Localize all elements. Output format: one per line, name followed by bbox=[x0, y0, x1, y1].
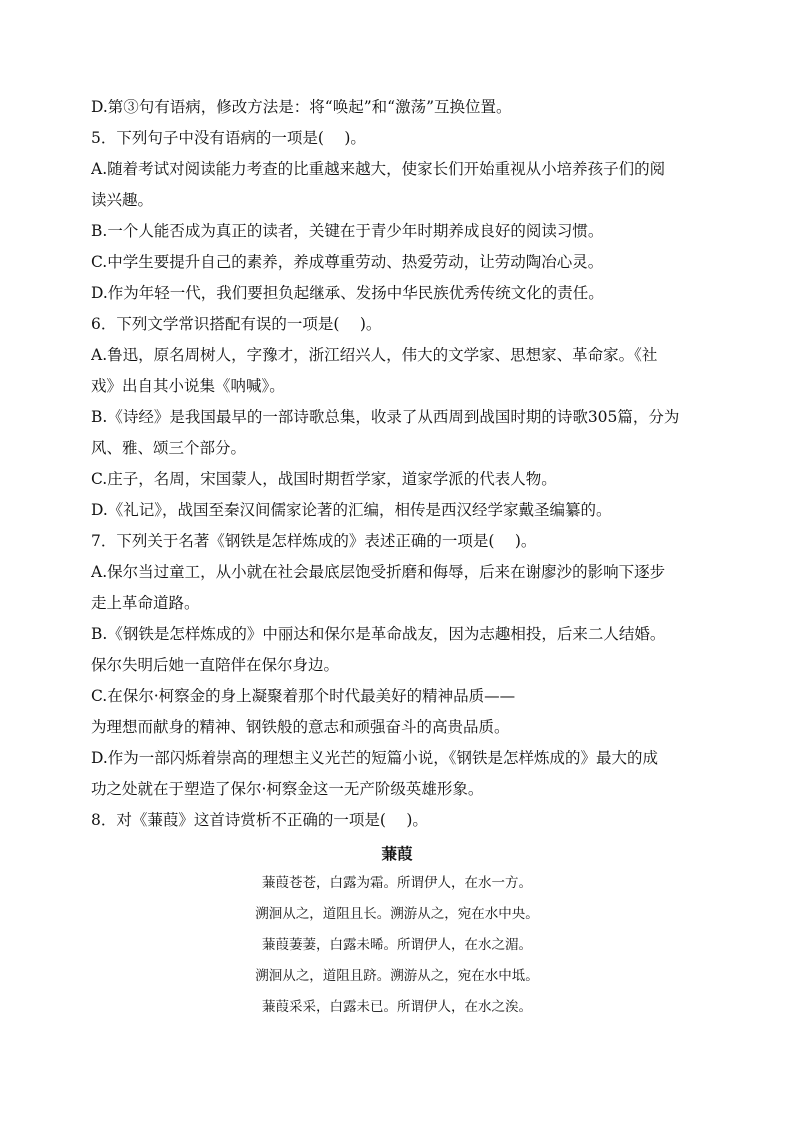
question-7-stem: 7．下列关于名著《钢铁是怎样炼成的》表述正确的一项是( )。 bbox=[91, 532, 537, 550]
poem-block bbox=[91, 840, 703, 1023]
option-b-q5: B.一个人能否成为真正的读者，关键在于青少年时期养成良好的阅读习惯。 bbox=[91, 222, 604, 240]
option-c-q7-line1: C.在保尔·柯察金的身上凝聚着那个时代最美好的精神品质—— bbox=[91, 687, 516, 705]
exam-page bbox=[91, 92, 703, 1023]
option-a-q6-line2: 戏》出自其小说集《呐喊》。 bbox=[91, 377, 285, 395]
question-6-stem: 6．下列文学常识搭配有误的一项是( )。 bbox=[91, 315, 382, 333]
question-5-stem: 5．下列句子中没有语病的一项是( )。 bbox=[91, 129, 366, 147]
option-a-q7-line2: 走上革命道路。 bbox=[91, 594, 200, 612]
poem-line: 蒹葭采采，白露未已。所谓伊人，在水之涘。 bbox=[262, 999, 532, 1015]
option-a-q5-line1: A.随着考试对阅读能力考查的比重越来越大，使家长们开始重视从小培养孩子们的阅 bbox=[91, 160, 666, 178]
option-a-q6-line1: A.鲁迅，原名周树人，字豫才，浙江绍兴人，伟大的文学家、思想家、革命家。《社 bbox=[91, 346, 658, 364]
option-d-q7-line1: D.作为一部闪烁着崇高的理想主义光芒的短篇小说，《钢铁是怎样炼成的》最大的成 bbox=[91, 749, 659, 767]
option-d-q6: D.《礼记》，战国至秦汉间儒家论著的汇编，相传是西汉经学家戴圣编纂的。 bbox=[91, 501, 612, 519]
option-c-q7-line2: 为理想而献身的精神、钢铁般的意志和顽强奋斗的高贵品质。 bbox=[91, 718, 510, 736]
option-d-q4: D.第③句有语病，修改方法是：将“唤起”和“激荡”互换位置。 bbox=[91, 98, 512, 116]
poem-line: 溯洄从之，道阻且跻。溯游从之，宛在水中坻。 bbox=[255, 968, 539, 984]
option-a-q7-line1: A.保尔当过童工，从小就在社会最底层饱受折磨和侮辱，后来在谢廖沙的影响下逐步 bbox=[91, 563, 666, 581]
poem-title: 蒹葭 bbox=[381, 845, 413, 863]
poem-line: 蒹葭萋萋，白露未晞。所谓伊人，在水之湄。 bbox=[262, 937, 532, 953]
option-d-q5: D.作为年轻一代，我们要担负起继承、发扬中华民族优秀传统文化的责任。 bbox=[91, 284, 604, 302]
option-b-q7-line1: B.《钢铁是怎样炼成的》中丽达和保尔是革命战友，因为志趣相投，后来二人结婚。 bbox=[91, 625, 666, 643]
option-b-q6-line2: 风、雅、颂三个部分。 bbox=[91, 439, 247, 457]
option-d-q7-line2: 功之处就在于塑造了保尔·柯察金这一无产阶级英雄形象。 bbox=[91, 780, 484, 798]
poem-line: 蒹葭苍苍，白露为霜。所谓伊人，在水一方。 bbox=[262, 875, 532, 891]
option-b-q6-line1: B.《诗经》是我国最早的一部诗歌总集，收录了从西周到战国时期的诗歌305篇，分为 bbox=[91, 408, 680, 426]
question-8-stem: 8．对《蒹葭》这首诗赏析不正确的一项是( )。 bbox=[91, 811, 428, 829]
poem-line: 溯洄从之，道阻且长。溯游从之，宛在水中央。 bbox=[255, 906, 539, 922]
option-c-q5: C.中学生要提升自己的素养，养成尊重劳动、热爱劳动，让劳动陶冶心灵。 bbox=[91, 253, 604, 271]
option-b-q7-line2: 保尔失明后她一直陪伴在保尔身边。 bbox=[91, 656, 340, 674]
option-c-q6: C.庄子，名周，宋国蒙人，战国时期哲学家，道家学派的代表人物。 bbox=[91, 470, 557, 488]
option-a-q5-line2: 读兴趣。 bbox=[91, 191, 154, 209]
